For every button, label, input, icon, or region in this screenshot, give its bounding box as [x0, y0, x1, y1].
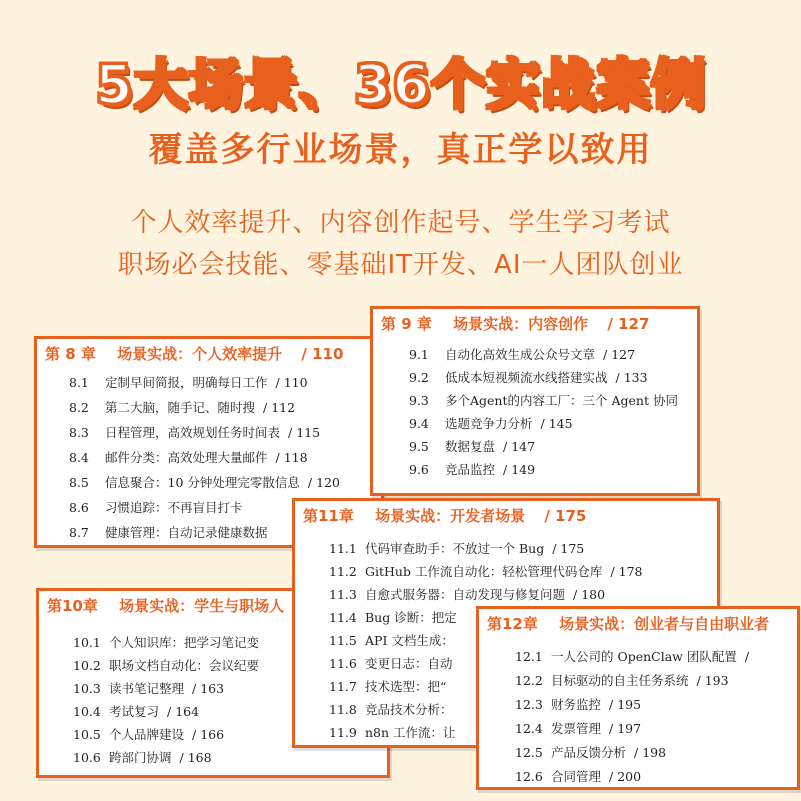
- section-row: [409, 345, 635, 363]
- section-row: [69, 523, 268, 541]
- section-row: [329, 539, 584, 557]
- section-number: 8.3: [69, 425, 89, 440]
- section-title: 发票管理: [551, 721, 602, 736]
- section-number: 9.5: [409, 439, 429, 454]
- section-row: [409, 368, 648, 386]
- section-title: 代码审查助手：不放过一个 Bug: [365, 541, 545, 556]
- section-row: [515, 647, 749, 665]
- section-title: 竞品技术分析：: [365, 702, 453, 717]
- section-page: / 149: [503, 462, 536, 477]
- section-row: [409, 437, 535, 455]
- chapter-heading: [45, 343, 343, 364]
- section-row: [69, 373, 308, 391]
- chapter-heading: [47, 595, 298, 616]
- section-title: 自动化高效生成公众号文章: [445, 347, 596, 362]
- chapter-number: 第 8 章: [45, 345, 96, 363]
- section-title: 技术选型：把“: [365, 679, 447, 694]
- section-title: 数据复盘: [445, 439, 496, 454]
- section-page: / 115: [288, 425, 321, 440]
- tagline-line-1: 个人效率提升、内容创作起号、学生学习考试: [130, 208, 671, 238]
- section-number: 8.7: [69, 525, 89, 540]
- section-number: 10.3: [73, 681, 101, 696]
- section-row: [73, 633, 259, 651]
- section-number: 10.5: [73, 727, 101, 742]
- section-page: / 197: [609, 721, 642, 736]
- chapter-name: 场景实战：个人效率提升: [117, 345, 283, 363]
- section-page: / 127: [603, 347, 636, 362]
- section-title: 合同管理: [551, 769, 602, 784]
- section-title: 考试复习: [109, 704, 160, 719]
- section-title: 日程管理，高效规划任务时间表: [105, 425, 281, 440]
- section-title: 多个Agent的内容工厂：三个 Agent 协同: [445, 393, 678, 408]
- section-number: 9.6: [409, 462, 429, 477]
- section-number: 12.2: [515, 673, 543, 688]
- section-row: [73, 656, 259, 674]
- section-number: 11.5: [329, 633, 357, 648]
- section-number: 8.4: [69, 450, 89, 465]
- section-number: 11.6: [329, 656, 357, 671]
- section-page: / 110: [275, 375, 308, 390]
- section-title: 健康管理：自动记录健康数据: [105, 525, 268, 540]
- section-title: 读书笔记整理: [109, 681, 185, 696]
- section-row: [409, 391, 678, 409]
- section-page: / 120: [307, 475, 340, 490]
- section-page: / 193: [696, 673, 729, 688]
- section-page: / 198: [634, 745, 667, 760]
- section-page: / 118: [275, 450, 308, 465]
- section-page: / 164: [167, 704, 200, 719]
- section-row: [329, 631, 454, 649]
- chapter-name: 场景实战：创业者与自由职业者: [559, 615, 770, 633]
- section-row: [73, 679, 224, 697]
- section-title: API 文档生成：: [365, 633, 454, 648]
- section-page: / 163: [192, 681, 225, 696]
- section-number: 8.6: [69, 500, 89, 515]
- section-number: 10.1: [73, 635, 101, 650]
- section-row: [515, 719, 641, 737]
- section-row: [329, 654, 453, 672]
- section-row: [73, 748, 212, 766]
- section-row: [69, 423, 320, 441]
- banner-subtitle: 覆盖多行业场景，真正学以致用: [148, 130, 653, 170]
- chapter-page: / 110: [301, 345, 344, 363]
- section-title: 财务监控: [551, 697, 602, 712]
- chapter-card-9: [370, 306, 700, 496]
- section-number: 11.7: [329, 679, 357, 694]
- section-page: / 180: [573, 587, 606, 602]
- section-number: 12.1: [515, 649, 543, 664]
- section-page: /: [744, 649, 750, 664]
- section-page: / 200: [609, 769, 642, 784]
- section-row: [329, 723, 456, 741]
- section-page: / 168: [179, 750, 212, 765]
- section-title: 跨部门协调: [109, 750, 172, 765]
- section-number: 8.5: [69, 475, 89, 490]
- section-page: / 112: [263, 400, 296, 415]
- section-title: GitHub 工作流自动化：轻松管理代码仓库: [365, 564, 603, 579]
- banner-title: 5大场景、36个实战案例: [95, 53, 706, 116]
- section-row: [73, 725, 224, 743]
- chapter-page: / 175: [544, 507, 587, 525]
- section-title: 第二大脑，随手记、随时搜: [105, 400, 256, 415]
- section-number: 8.2: [69, 400, 89, 415]
- section-number: 11.8: [329, 702, 357, 717]
- chapter-card-12: [476, 606, 800, 790]
- section-title: 个人知识库：把学习笔记变: [109, 635, 260, 650]
- section-title: 低成本短视频流水线搭建实战: [445, 370, 608, 385]
- chapter-number: 第12章: [487, 615, 538, 633]
- chapter-page: / 127: [607, 315, 650, 333]
- section-number: 9.4: [409, 416, 429, 431]
- section-number: 12.3: [515, 697, 543, 712]
- section-title: 习惯追踪：不再盲目打卡: [105, 500, 243, 515]
- tagline-line-2: 职场必会技能、零基础IT开发、AI一人团队创业: [117, 250, 684, 280]
- section-row: [73, 702, 199, 720]
- section-title: n8n 工作流：让: [365, 725, 456, 740]
- chapter-number: 第10章: [47, 597, 98, 615]
- section-number: 11.4: [329, 610, 357, 625]
- chapter-number: 第 9 章: [381, 315, 432, 333]
- section-row: [69, 448, 308, 466]
- section-row: [409, 460, 535, 478]
- section-row: [69, 398, 295, 416]
- section-row: [329, 677, 446, 695]
- section-number: 10.2: [73, 658, 101, 673]
- section-title: Bug 诊断：把定: [365, 610, 457, 625]
- chapter-heading: [303, 505, 586, 526]
- section-number: 12.5: [515, 745, 543, 760]
- section-number: 8.1: [69, 375, 89, 390]
- chapter-name: 场景实战：内容创作: [453, 315, 589, 333]
- section-title: 邮件分类：高效处理大量邮件: [105, 450, 268, 465]
- section-title: 竞品监控: [445, 462, 496, 477]
- section-number: 12.4: [515, 721, 543, 736]
- section-number: 11.9: [329, 725, 357, 740]
- chapter-heading: [487, 613, 783, 634]
- section-title: 个人品牌建设: [109, 727, 185, 742]
- chapter-name: 场景实战：开发者场景: [375, 507, 526, 525]
- section-row: [409, 414, 573, 432]
- section-title: 产品反馈分析: [551, 745, 627, 760]
- section-number: 11.3: [329, 587, 357, 602]
- section-number: 9.1: [409, 347, 429, 362]
- section-number: 12.6: [515, 769, 543, 784]
- section-title: 变更日志：自动: [365, 656, 453, 671]
- section-page: / 147: [503, 439, 536, 454]
- section-title: 目标驱动的自主任务系统: [551, 673, 689, 688]
- section-title: 职场文档自动化：会议纪要: [109, 658, 260, 673]
- section-page: / 195: [609, 697, 642, 712]
- section-row: [515, 671, 729, 689]
- section-number: 10.6: [73, 750, 101, 765]
- section-page: / 145: [540, 416, 573, 431]
- section-page: / 133: [615, 370, 648, 385]
- section-title: 一人公司的 OpenClaw 团队配置: [551, 649, 737, 664]
- section-row: [69, 473, 340, 491]
- section-row: [329, 608, 457, 626]
- section-row: [515, 767, 641, 785]
- section-title: 自愈式服务器：自动发现与修复问题: [365, 587, 566, 602]
- section-number: 11.1: [329, 541, 357, 556]
- section-title: 选题竞争力分析: [445, 416, 533, 431]
- section-page: / 175: [552, 541, 585, 556]
- section-number: 9.3: [409, 393, 429, 408]
- chapter-heading: [381, 313, 649, 334]
- section-row: [515, 695, 641, 713]
- section-row: [515, 743, 666, 761]
- section-number: 11.2: [329, 564, 357, 579]
- section-row: [329, 585, 605, 603]
- chapter-name: 场景实战：学生与职场人: [119, 597, 285, 615]
- section-number: 10.4: [73, 704, 101, 719]
- section-page: / 166: [192, 727, 225, 742]
- chapter-number: 第11章: [303, 507, 354, 525]
- section-title: 信息聚合：10 分钟处理完零散信息: [105, 475, 300, 490]
- section-page: / 178: [610, 564, 643, 579]
- section-number: 9.2: [409, 370, 429, 385]
- section-title: 定制早间简报，明确每日工作: [105, 375, 268, 390]
- section-row: [329, 562, 642, 580]
- section-row: [69, 498, 243, 516]
- section-row: [329, 700, 453, 718]
